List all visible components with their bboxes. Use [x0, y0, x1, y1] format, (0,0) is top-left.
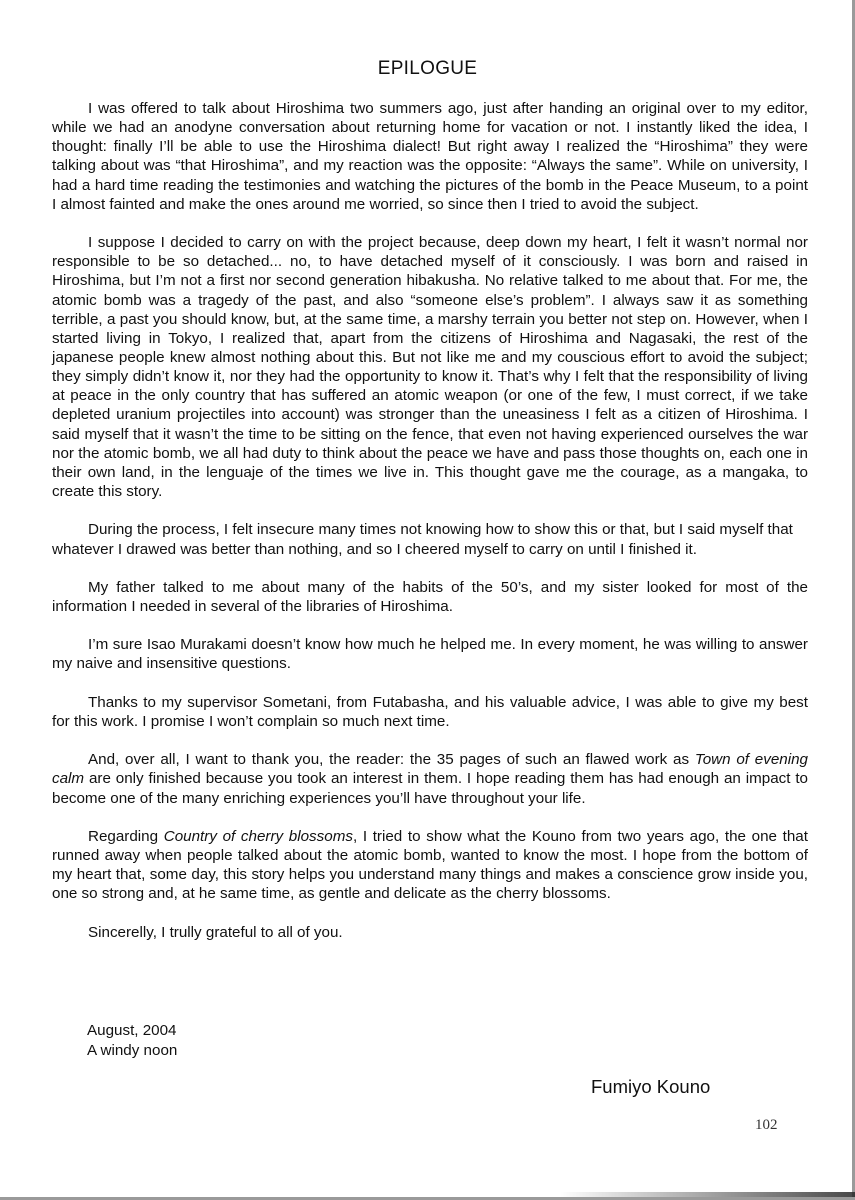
book-title-country-of-cherry-blossoms: Country of cherry blossoms — [163, 827, 353, 845]
paragraph-8-text-a: Regarding — [88, 827, 164, 845]
page-title: EPILOGUE — [377, 58, 478, 79]
closing-date: August, 2004 — [87, 1022, 177, 1039]
paragraph-7-text-a: And, over all, I want to thank you, the reader: the 35 pages of such an flawed work as — [88, 751, 695, 769]
page-edge-shadow — [560, 1192, 855, 1197]
epilogue-body — [52, 99, 808, 961]
paragraph-5: I’m sure Isao Murakami doesn’t know how much he helped me. In every moment, he was willing to answer my naive and insensitive questions. — [52, 636, 808, 673]
paragraph-4: My father talked to me about many of the habits of the 50’s, and my sister looked for most of the information I needed in several of the libraries of Hiroshima. — [52, 578, 808, 616]
author-signature: Fumiyo Kouno — [591, 1076, 711, 1097]
paragraph-8 — [52, 827, 808, 904]
paragraph-6: Thanks to my supervisor Sometani, from Futabasha, and his valuable advice, I was able to give my best for this work. I promise I won’t complain so much next time. — [52, 693, 808, 730]
book-title-town-of-evening-calm: Town of evening calm — [52, 751, 808, 788]
closing-note: A windy noon — [87, 1041, 178, 1059]
closing-block — [87, 1021, 177, 1060]
paragraph-1: I was offered to talk about Hiroshima two summers ago, just after handing an original over to my editor, while we had an anodyne conversation about returning home for vacation or not. I instantly liked the idea, I thought: finally I’ll be able to use the Hiroshima dialect! But right away I realized the “Hiroshima” they were talking about was “that Hiroshima”, and my reaction was the opposite: “Always the same”. While on university, I had a hard time reading the testimonies and watching the pictures of the bomb in the Peace Museum, to a point I almost fainted and make the ones around me worried, so since then I tried to avoid the subject. — [52, 100, 808, 213]
paragraph-7 — [52, 750, 808, 807]
paragraph-2: I suppose I decided to carry on with the project because, deep down my heart, I felt it wasn’t normal nor responsible to be so detached... no, to have detached myself of it consciously. I was born and raised in Hiroshima, but I’m not a first nor second generation hibakusha. No relative talked to me about that. For me, the atomic bomb was a tragedy of the past, and also “someone else’s problem”. I always saw it as something terrible, a past you should know, but, at the same time, a marshy terrain you better not step on. However, when I started living in Tokyo, I realized that, apart from the citizens of Hiroshima and Nagasaki, the rest of the japanese people knew almost nothing about this. But not like me and my couscious effort to avoid the subject; they simply didn’t know it, nor they had the opportunity to know it. That’s why I felt that the responsibility of living at peace in the only country that has suffered an atomic weapon (or one of the few, I must correct, if we take depleted uranium projectiles into account) was stronger than the uneasiness I felt as a citizen of Hiroshima. I said myself that it wasn’t the time to be sitting on the fence, that even not having experienced ourselves the war nor the atomic bomb, we all had duty to think about the peace we have and pass those thoughts on, each one in their own land, in the lenguaje of the times we live in. This thought gave me the courage, as a mangaka, to create this story. — [52, 234, 808, 501]
paragraph-3: During the process, I felt insecure many times not knowing how to show this or that, but I said myself that whatever I drawed was better than nothing, and so I cheered myself to carry on until I finished it. — [52, 521, 793, 558]
paragraph-9: Sincerelly, I trully grateful to all of you. — [88, 923, 343, 941]
paragraph-8-text-b: , I tried to show what the Kouno from two years ago, the one that runned away when people talked about the atomic bomb, wanted to know the most. I hope from the bottom of my heart that, some day, this story helps you understand many things and makes a conscience grow inside you, one so strong and, at he same time, as gentle and delicate as the cherry blossoms. — [52, 827, 808, 903]
page-number: 102 — [755, 1117, 778, 1133]
paragraph-7-text-b: are only finished because you took an interest in them. I hope reading them has had enough an impact to become one of the many enriching experiences you’ll have throughout your life. — [52, 770, 808, 807]
